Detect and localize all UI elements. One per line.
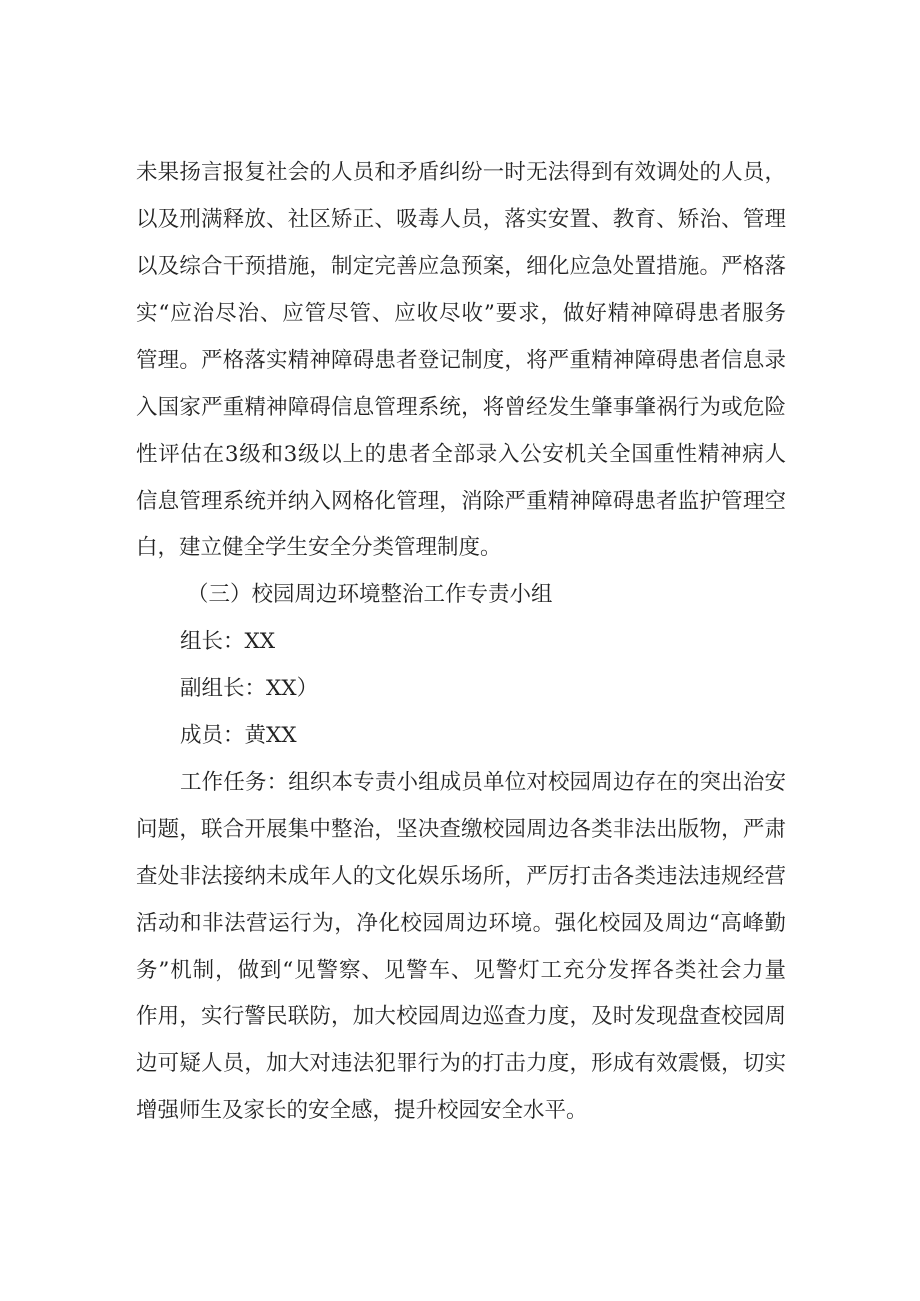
paragraph-1-line-7: 性评估在3级和3级以上的患者全部录入公安机关全国重性精神病人 [136,442,786,467]
paragraph-2-line-4: 活动和非法营运行为，净化校园周边环境。强化校园及周边“高峰勤 [136,911,786,936]
group-members: 成员：黄XX [180,723,297,748]
paragraph-1-line-9: 白，建立健全学生安全分类管理制度。 [136,535,502,560]
paragraph-1-line-5: 管理。严格落实精神障碍患者登记制度，将严重精神障碍患者信息录 [136,348,786,373]
paragraph-1-line-4: 实“应治尽治、应管尽管、应收尽收”要求，做好精神障碍患者服务 [136,301,786,326]
paragraph-2-line-6: 作用，实行警民联防，加大校园周边巡查力度，及时发现盘查校园周 [136,1004,786,1029]
section-heading: （三）校园周边环境整治工作专责小组 [187,582,553,607]
paragraph-2-line-1: 工作任务：组织本专责小组成员单位对校园周边存在的突出治安 [180,770,786,795]
paragraph-1-line-1: 未果扬言报复社会的人员和矛盾纠纷一时无法得到有效调处的人员， [136,160,786,185]
paragraph-1-line-3: 以及综合干预措施，制定完善应急预案，细化应急处置措施。严格落 [136,254,786,279]
paragraph-2-line-2: 问题，联合开展集中整治，坚决查缴校园周边各类非法出版物，严肃 [136,817,786,842]
paragraph-2-line-7: 边可疑人员，加大对违法犯罪行为的打击力度，形成有效震慑，切实 [136,1051,786,1076]
group-leader: 组长：XX [180,629,276,654]
paragraph-1-line-6: 入国家严重精神障碍信息管理系统，将曾经发生肇事肇祸行为或危险 [136,395,786,420]
group-deputy-leader: 副组长：XX） [180,676,319,701]
paragraph-1-line-2: 以及刑满释放、社区矫正、吸毒人员，落实安置、教育、矫治、管理 [136,207,786,232]
paragraph-2-line-3: 查处非法接纳未成年人的文化娱乐场所，严厉打击各类违法违规经营 [136,864,786,889]
paragraph-1-line-8: 信息管理系统并纳入网格化管理，消除严重精神障碍患者监护管理空 [136,489,786,514]
paragraph-2-line-5: 务”机制，做到“见警察、见警车、见警灯工充分发挥各类社会力量 [136,958,786,983]
paragraph-2-line-8: 增强师生及家长的安全感，提升校园安全水平。 [136,1098,588,1123]
